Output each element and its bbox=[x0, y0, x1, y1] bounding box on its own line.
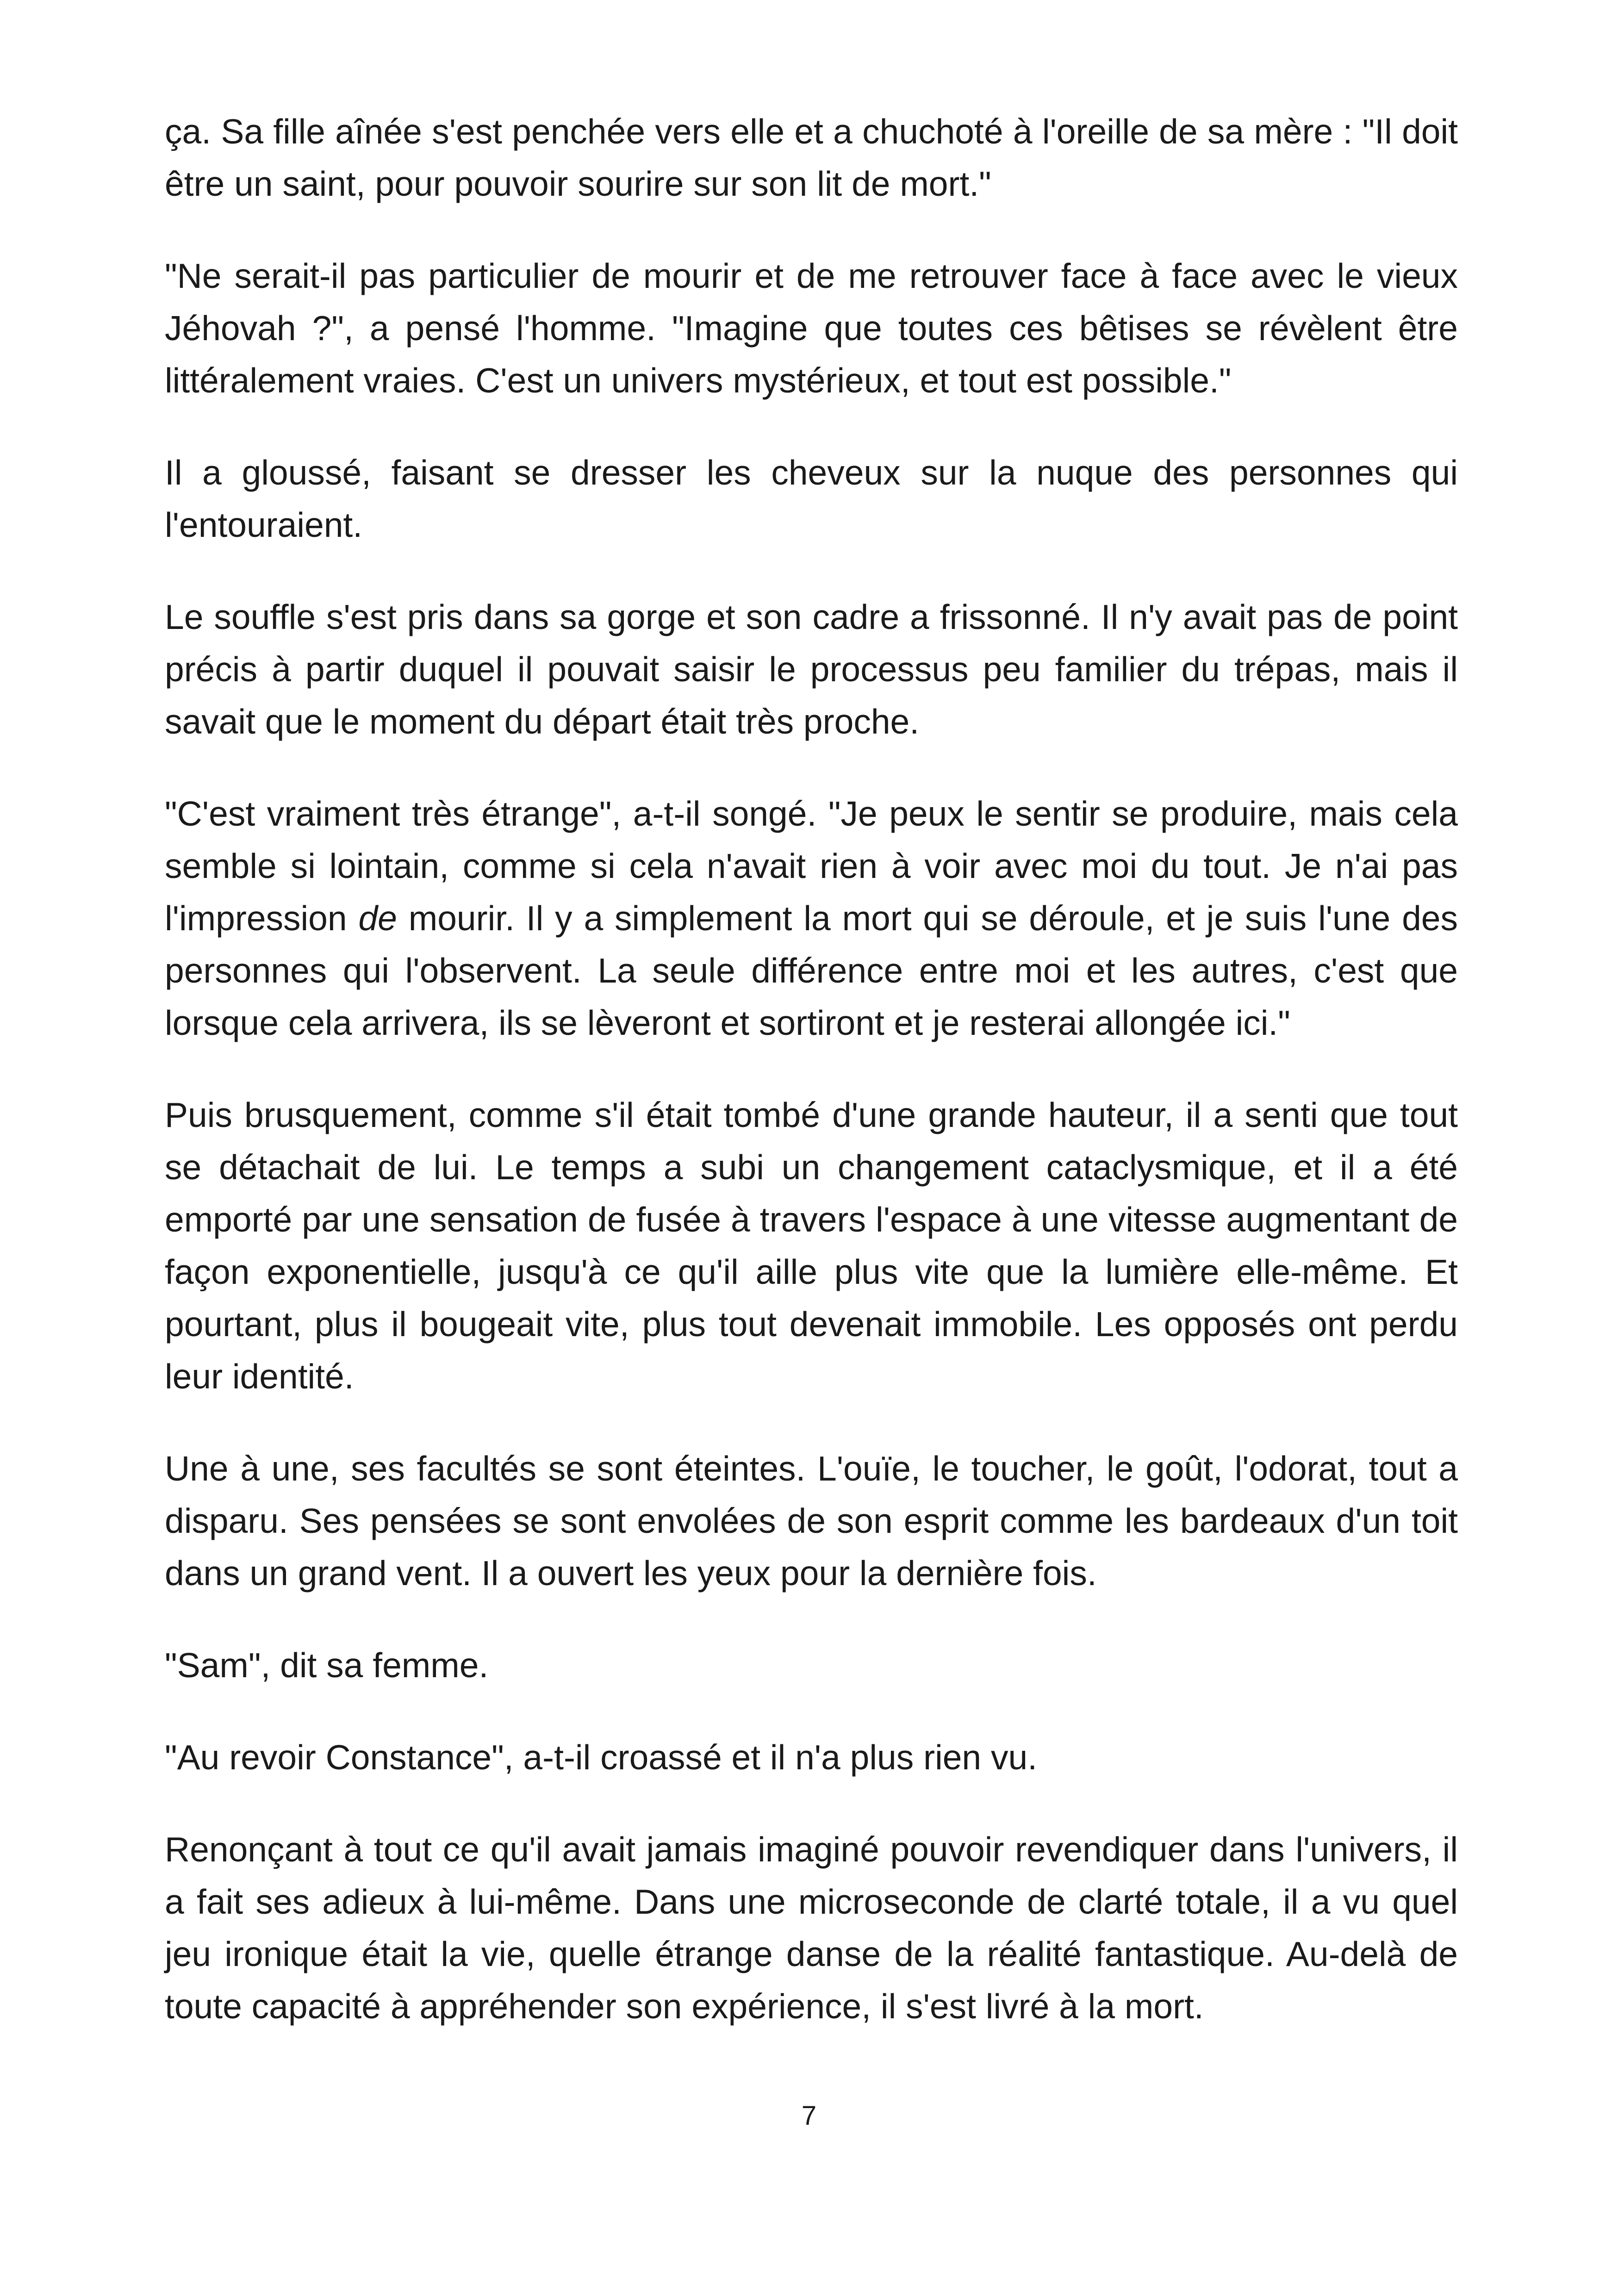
paragraph bbox=[165, 788, 1458, 1049]
body-text bbox=[165, 106, 1458, 2072]
paragraph bbox=[165, 1443, 1458, 1599]
text-run: "Au revoir Constance", a-t-il croassé et il n'a plus rien vu. bbox=[165, 1738, 1038, 1777]
paragraph bbox=[165, 1823, 1458, 2033]
text-run: Puis brusquement, comme s'il était tombé d'une grande hauteur, il a senti que tout se détachait de lui. Le temps a subi un changement cataclysmique, et il a été emporté par une sensation de fusée à travers l'espace à une vitesse augmentant de façon exponentielle, jusqu'à ce qu'il aille plus vite que la lumière elle-même. Et pourtant, plus il bougeait vite, plus tout devenait immobile. Les opposés ont perdu leur identité. bbox=[165, 1095, 1458, 1396]
text-run: mourir. Il y a simplement la mort qui se déroule, et je suis l'une des personnes qui l'observent. La seule différence entre moi et les autres, c'est que lorsque cela arrivera, ils se lèveront et sortiront et je resterai allongée ici." bbox=[165, 899, 1458, 1042]
paragraph bbox=[165, 1639, 1458, 1692]
paragraph bbox=[165, 106, 1458, 210]
italic-text-run: de bbox=[358, 899, 397, 938]
text-run: Il a gloussé, faisant se dresser les cheveux sur la nuque des personnes qui l'entouraient. bbox=[165, 453, 1458, 544]
paragraph bbox=[165, 447, 1458, 551]
paragraph bbox=[165, 250, 1458, 407]
text-run: Une à une, ses facultés se sont éteintes. L'ouïe, le toucher, le goût, l'odorat, tout a disparu. Ses pensées se sont envolées de son esprit comme les bardeaux d'un toit dans un grand vent. Il a ouvert les yeux pour la dernière fois. bbox=[165, 1449, 1458, 1593]
paragraph bbox=[165, 1731, 1458, 1784]
text-run: Renonçant à tout ce qu'il avait jamais imaginé pouvoir revendiquer dans l'univers, il a fait ses adieux à lui-même. Dans une microseconde de clarté totale, il a vu quel jeu ironique était la vie, quelle étrange danse de la réalité fantastique. Au-delà de toute capacité à appréhender son expérience, il s'est livré à la mort. bbox=[165, 1830, 1458, 2026]
paragraph bbox=[165, 1089, 1458, 1403]
text-run: ça. Sa fille aînée s'est penchée vers elle et a chuchoté à l'oreille de sa mère : "Il doit être un saint, pour pouvoir sourire sur son lit de mort." bbox=[165, 112, 1458, 203]
text-run: "C'est vraiment très étrange", a-t-il songé. "Je peux le sentir se produire, mais cela semble si lointain, comme si cela n'avait rien à voir avec moi du tout. Je n'ai pas l'impression bbox=[165, 794, 1458, 938]
text-run: Le souffle s'est pris dans sa gorge et son cadre a frissonné. Il n'y avait pas de point précis à partir duquel il pouvait saisir le processus peu familier du trépas, mais il savait que le moment du départ était très proche. bbox=[165, 597, 1458, 741]
paragraph bbox=[165, 591, 1458, 748]
text-run: "Ne serait-il pas particulier de mourir et de me retrouver face à face avec le vieux Jéhovah ?", a pensé l'homme. "Imagine que toutes ces bêtises se révèlent être littéralement vraies. C'est un univers mystérieux, et tout est possible." bbox=[165, 256, 1458, 400]
text-run: "Sam", dit sa femme. bbox=[165, 1646, 489, 1685]
page-number: 7 bbox=[801, 2101, 817, 2131]
